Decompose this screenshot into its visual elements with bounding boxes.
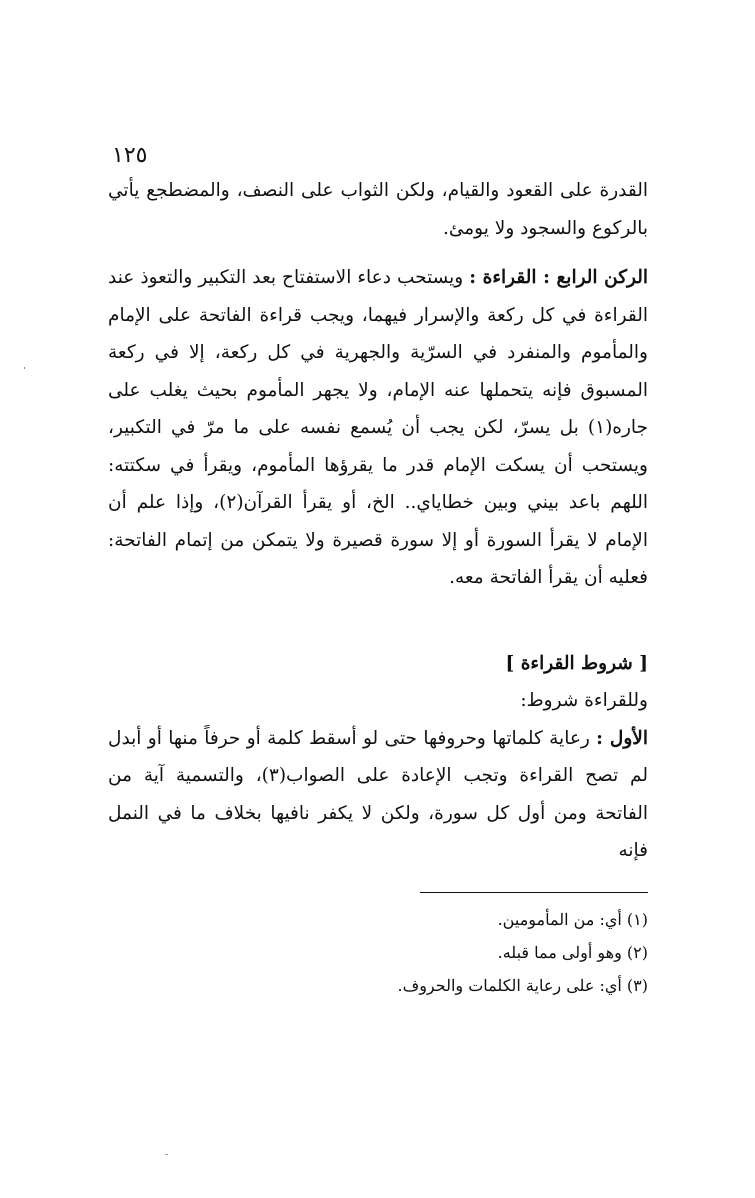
conditions-intro: وللقراءة شروط:	[520, 690, 648, 711]
paragraph-gap	[108, 247, 648, 259]
margin-mark	[24, 367, 25, 369]
scan-speck	[165, 1154, 168, 1155]
main-text	[108, 172, 648, 870]
fourth-pillar-text: ويستحب دعاء الاستفتاح بعد التكبير والتعوذ عند القراءة في كل ركعة والإسرار فيهما، ويجب قراءة الفاتحة على الإمام والمأموم والمنفرد في السرّية والجهرية في كل ركعة، إلا في ركعة المسبوق فإنه يتحملها عنه الإمام، ولا يجهر المأموم بحيث يغلب على جاره(١) بل يسرّ، لكن يجب أن يُسمع نفسه على ما مرّ في التكبير، ويستحب أن يسكت الإمام قدر ما يقرؤها المأموم، ويقرأ في سكتته: اللهم باعد بيني وبين خطاياي.. الخ، أو يقرأ القرآن(٢)، وإذا علم أن الإمام لا يقرأ السورة أو إلا سورة قصيرة ولا يتمكن من إتمام الفاتحة: فعليه أن يقرأ الفاتحة معه.	[108, 267, 648, 588]
page-number: ١٢٥	[112, 143, 148, 168]
footnotes	[200, 903, 648, 1002]
paragraph-intro: القدرة على القعود والقيام، ولكن الثواب على النصف، والمضطجع يأتي بالركوع والسجود ولا يومئ.	[108, 180, 648, 239]
first-condition-lead: الأول :	[596, 727, 648, 749]
footnote-1: (١) أي: من المأمومين.	[497, 910, 648, 929]
first-condition-text: رعاية كلماتها وحروفها حتى لو أسقط كلمة أو حرفاً منها أو أبدل لم تصح القراءة وتجب الإعادة على الصواب(٣)، والتسمية آية من الفاتحة ومن أول كل سورة، ولكن لا يكفر نافيها بخلاف ما في النمل فإنه	[108, 727, 648, 861]
footnote-3: (٣) أي: على رعاية الكلمات والحروف.	[397, 976, 648, 995]
paragraph-first-condition	[108, 720, 648, 870]
footnote-separator	[420, 892, 648, 893]
footnote-2: (٢) وهو أولى مما قبله.	[497, 943, 648, 962]
paragraph-fourth-pillar	[108, 259, 648, 597]
section-heading: [ شروط القراءة ]	[505, 652, 648, 674]
fourth-pillar-lead: الركن الرابع : القراءة :	[469, 267, 648, 288]
section-gap	[108, 597, 648, 645]
